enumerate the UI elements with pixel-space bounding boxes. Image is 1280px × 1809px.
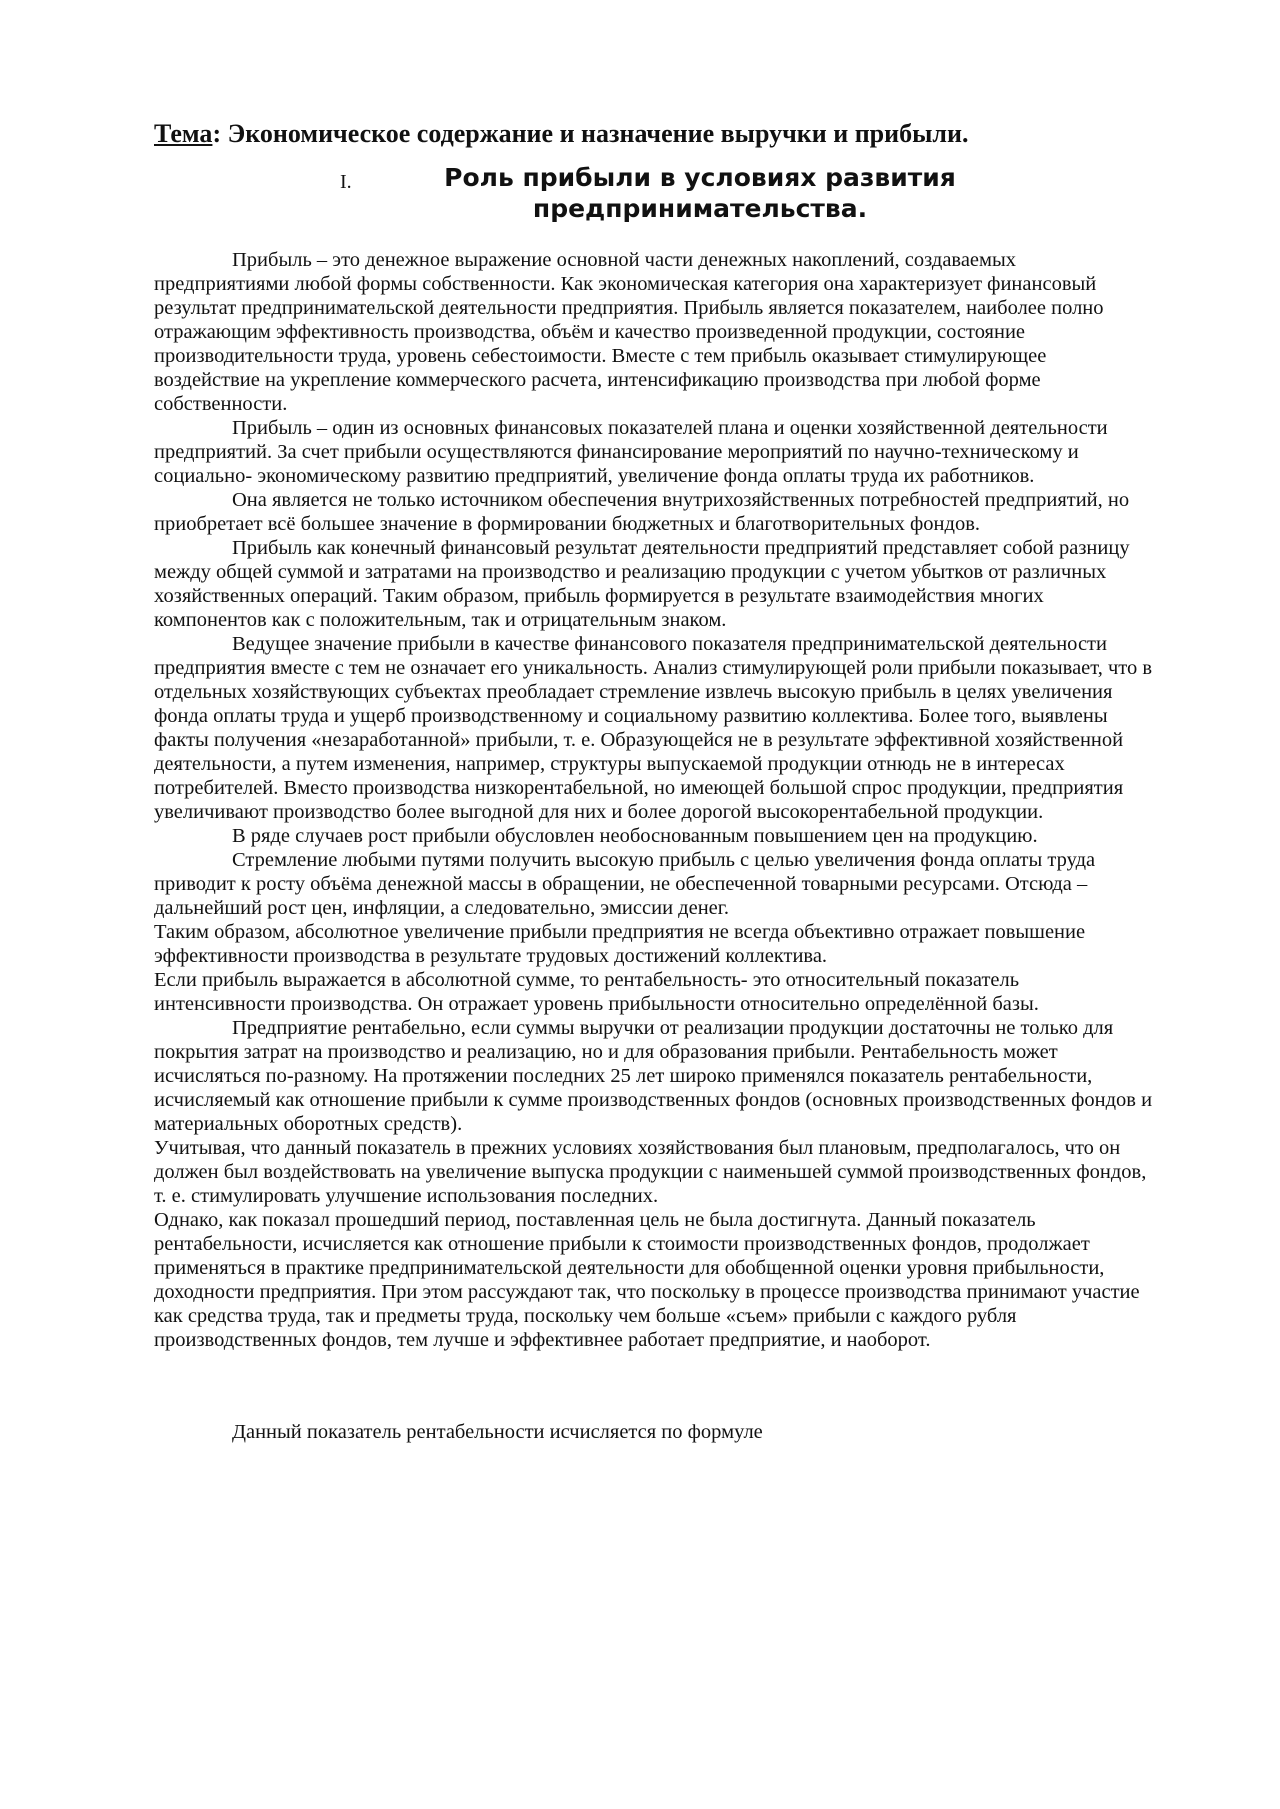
paragraph: Стремление любыми путями получить высокую прибыль с целью увеличения фонда оплаты труда приводит к росту объёма денежной массы в обращении, не обеспеченной товарными ресурсами. Отсюда – дальнейший рост цен, инфляции, а следовательно, эмиссии денег. — [154, 849, 1096, 919]
title-label: Тема — [154, 119, 213, 148]
document-page — [154, 118, 1154, 1465]
document-body — [154, 248, 1154, 1352]
title-text: : Экономическое содержание и назначение выручки и прибыли. — [212, 119, 969, 148]
paragraph: В ряде случаев рост прибыли обусловлен необоснованным повышением цен на продукцию. — [232, 825, 1038, 847]
paragraph: Она является не только источником обеспечения внутрихозяйственных потребностей предприятий, но приобретает всё большее значение в формировании бюджетных и благотворительных фондов. — [154, 489, 1130, 535]
paragraph: Учитывая, что данный показатель в прежних условиях хозяйствования был плановым, предполагалось, что он должен был воздействовать на увеличение выпуска продукции с наименьшей суммой производственных фондов, т. е. стимулировать улучшение использования последних. — [154, 1137, 1147, 1207]
paragraph: Прибыль – это денежное выражение основной части денежных накоплений, создаваемых предприятиями любой формы собственности. Как экономическая категория она характеризует финансовый результат предпринимательской деятельности предприятия. Прибыль является показателем, наиболее полно отражающим эффективность производства, объём и качество произведенной продукции, состояние производительности труда, уровень себестоимости. Вместе с тем прибыль оказывает стимулирующее воздействие на укрепление коммерческого расчета, интенсификацию производства при любой форме собственности. — [154, 249, 1104, 415]
paragraph: Ведущее значение прибыли в качестве финансового показателя предпринимательской деятельности предприятия вместе с тем не означает его уникальность. Анализ стимулирующей роли прибыли показывает, что в отдельных хозяйствующих субъектах преобладает стремление извлечь высокую прибыль в целях увеличения фонда оплаты труда и ущерб производственному и социальному развитию коллектива. Более того, выявлены факты получения «незаработанной» прибыли, т. е. Образующейся не в результате эффективной хозяйственной деятельности, а путем изменения, например, структуры выпускаемой продукции отнюдь не в интересах потребителей. Вместо производства низкорентабельной, но имеющей большой спрос продукции, предприятия увеличивают производство более выгодной для них и более дорогой высокорентабельной продукции. — [154, 633, 1152, 823]
section-number: I. — [340, 171, 352, 193]
section-heading: Роль прибыли в условиях развития предпринимательства. — [444, 163, 956, 223]
paragraph: Предприятие рентабельно, если суммы выручки от реализации продукции достаточны не только для покрытия затрат на производство и реализацию, но и для образования прибыли. Рентабельность может исчисляться по-разному. На протяжении последних 25 лет широко применялся показатель рентабельности, исчисляемый как отношение прибыли к сумме производственных фондов (основных производственных фондов и материальных оборотных средств). — [154, 1017, 1153, 1135]
document-title — [154, 118, 1154, 150]
paragraph: Таким образом, абсолютное увеличение прибыли предприятия не всегда объективно отражает повышение эффективности производства в результате трудовых достижений коллектива. — [154, 921, 1086, 967]
formula-intro: Данный показатель рентабельности исчисляется по формуле — [232, 1421, 763, 1443]
paragraph: Прибыль как конечный финансовый результат деятельности предприятий представляет собой разницу между общей суммой и затратами на производство и реализацию продукции с учетом убытков от различных хозяйственных операций. Таким образом, прибыль формируется в результате взаимодействия многих компонентов как с положительным, так и отрицательным знаком. — [154, 537, 1130, 631]
paragraph: Прибыль – один из основных финансовых показателей плана и оценки хозяйственной деятельности предприятий. За счет прибыли осуществляются финансирование мероприятий по научно-техническому и социально- экономическому развитию предприятий, увеличение фонда оплаты труда их работников. — [154, 417, 1108, 487]
paragraph: Однако, как показал прошедший период, поставленная цель не была достигнута. Данный показатель рентабельности, исчисляется как отношение прибыли к стоимости производственных фондов, продолжает применяться в практике предпринимательской деятельности для обобщенной оценки уровня прибыльности, доходности предприятия. При этом рассуждают так, что поскольку в процессе производства принимают участие как средства труда, так и предметы труда, поскольку чем больше «съем» прибыли с каждого рубля производственных фондов, тем лучше и эффективнее работает предприятие, и наоборот. — [154, 1209, 1140, 1351]
paragraph: Если прибыль выражается в абсолютной сумме, то рентабельность- это относительный показатель интенсивности производства. Он отражает уровень прибыльности относительно определённой базы. — [154, 969, 1039, 1015]
section-heading-block — [154, 162, 1154, 224]
